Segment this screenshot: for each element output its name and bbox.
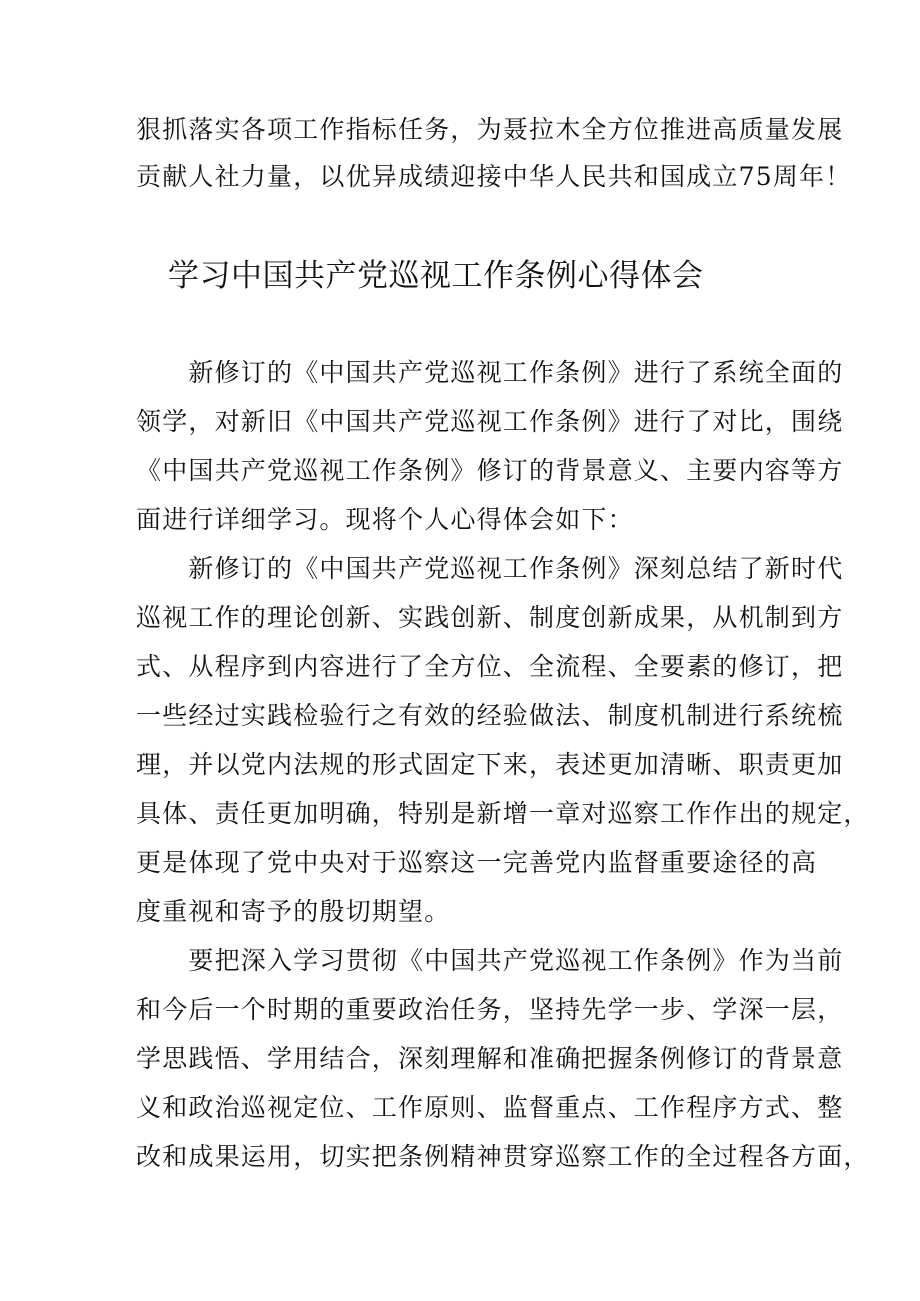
document-title: 学习中国共产党巡视工作条例心得体会 <box>168 258 704 294</box>
paragraph-2-line-7: 更是体现了党中央对于巡察这一完善党内监督重要途径的高 <box>136 848 818 877</box>
paragraph-1-line-4: 面进行详细学习。现将个人心得体会如下： <box>136 505 634 534</box>
paragraph-2-line-4: 一些经过实践检验行之有效的经验做法、制度机制进行系统梳 <box>136 701 844 730</box>
paragraph-3-line-2: 和今后一个时期的重要政治任务，坚持先学一步、学深一层， <box>136 995 844 1024</box>
continuation-line-2: 贡献人社力量，以优异成绩迎接中华人民共和国成立75周年！ <box>136 162 852 191</box>
paragraph-2-line-6: 具体、责任更加明确，特别是新增一章对巡察工作作出的规定， <box>136 799 870 828</box>
paragraph-2-line-3: 式、从程序到内容进行了全方位、全流程、全要素的修订，把 <box>136 652 844 681</box>
paragraph-3-line-1: 要把深入学习贯彻《中国共产党巡视工作条例》作为当前 <box>136 946 844 975</box>
paragraph-2-line-2: 巡视工作的理论创新、实践创新、制度创新成果，从机制到方 <box>136 603 844 632</box>
paragraph-3-line-4: 义和政治巡视定位、工作原则、监督重点、工作程序方式、整 <box>136 1093 844 1122</box>
paragraph-2-line-1: 新修订的《中国共产党巡视工作条例》深刻总结了新时代 <box>136 554 844 583</box>
paragraph-2-line-8: 度重视和寄予的殷切期望。 <box>136 897 451 926</box>
paragraph-1-line-1: 新修订的《中国共产党巡视工作条例》进行了系统全面的 <box>136 358 844 387</box>
paragraph-1-line-2: 领学，对新旧《中国共产党巡视工作条例》进行了对比，围绕 <box>136 407 844 436</box>
paragraph-3-line-3: 学思践悟、学用结合，深刻理解和准确把握条例修订的背景意 <box>136 1044 844 1073</box>
paragraph-1-line-3: 《中国共产党巡视工作条例》修订的背景意义、主要内容等方 <box>136 456 844 485</box>
paragraph-2-line-5: 理，并以党内法规的形式固定下来，表述更加清晰、职责更加 <box>136 750 844 779</box>
continuation-line-1: 狠抓落实各项工作指标任务，为聂拉木全方位推进高质量发展 <box>136 115 844 144</box>
paragraph-3-line-5: 改和成果运用，切实把条例精神贯穿巡察工作的全过程各方面， <box>136 1142 870 1171</box>
